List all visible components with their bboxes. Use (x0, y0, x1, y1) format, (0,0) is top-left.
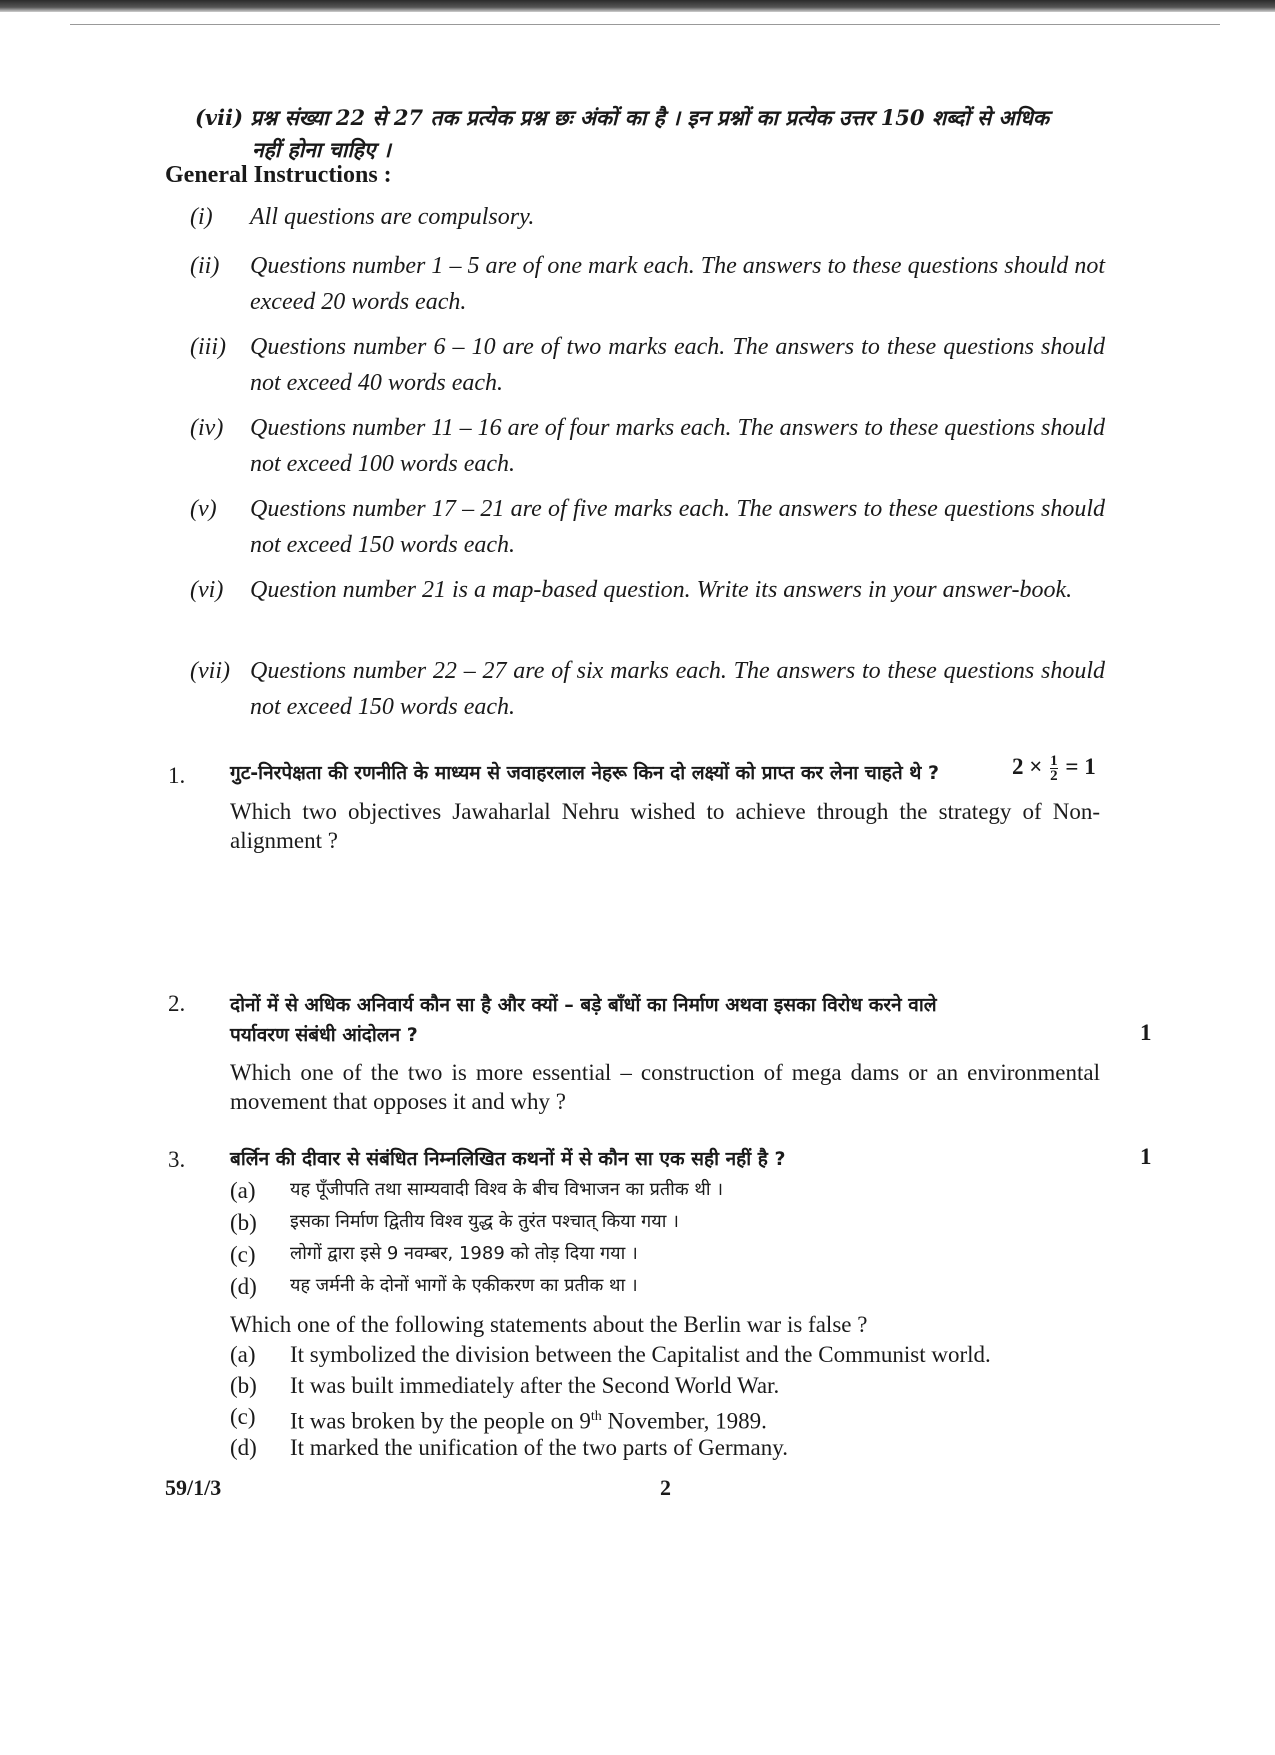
instruction-num: (iii) (190, 334, 226, 360)
option-label: (a) (230, 1342, 256, 1367)
option-text: It marked the unification of the two parts of Germany. (290, 1435, 788, 1460)
option-label: (a) (230, 1178, 256, 1203)
hindi-option-d (230, 1272, 1130, 1302)
option-label: (c) (230, 1242, 256, 1267)
instruction-text: Questions number 22 – 27 are of six marks each. The answers to these questions should not exceed 150 words each. (250, 658, 1105, 720)
english-option-d (230, 1433, 1130, 1463)
instruction-num: (vi) (190, 577, 224, 603)
question-hindi-line2: पर्यावरण संबंधी आंदोलन ? (230, 1024, 418, 1046)
question-hindi-text: गुट-निरपेक्षता की रणनीति के माध्यम से जवाहरलाल नेहरू किन दो लक्ष्यों को प्राप्त कर लेना चाहते थे ? (230, 762, 940, 784)
question-english-text: Which one of the following statements about the Berlin war is false ? (230, 1312, 868, 1337)
option-label: (b) (230, 1210, 257, 1235)
marks-suffix: = 1 (1065, 754, 1096, 779)
instruction-item (190, 199, 1110, 239)
option-label: (c) (230, 1404, 256, 1429)
question-english-text: Which two objectives Jawaharlal Nehru wished to achieve through the strategy of Non-alignment ? (230, 799, 1100, 853)
option-text: लोगों द्वारा इसे 9 नवम्बर, 1989 को तोड़ दिया गया । (290, 1243, 638, 1264)
option-text: यह पूँजीपति तथा साम्यवादी विश्व के बीच विभाजन का प्रतीक थी । (290, 1179, 724, 1200)
paper-code: 59/1/3 (165, 1475, 222, 1500)
question-marks (1012, 754, 1096, 783)
instruction-text: Questions number 6 – 10 are of two marks each. The answers to these questions should not exceed 40 words each. (250, 334, 1105, 396)
hindi-option-b (230, 1208, 1130, 1238)
instruction-text: Questions number 1 – 5 are of one mark each. The answers to these questions should not exceed 20 words each. (250, 253, 1105, 315)
english-option-c (230, 1402, 1130, 1432)
scan-edge (0, 0, 1275, 12)
instruction-num: (i) (190, 204, 213, 230)
hindi-options (230, 1176, 1130, 1304)
option-label: (b) (230, 1373, 257, 1398)
instruction-text: Question number 21 is a map-based question. Write its answers in your answer-book. (250, 577, 1073, 603)
option-text-post: November, 1989. (601, 1408, 767, 1434)
instruction-num: (v) (190, 496, 217, 522)
hindi-option-c (230, 1240, 1130, 1270)
marks-fraction (1050, 754, 1058, 783)
marks-prefix: 2 × (1012, 754, 1043, 779)
instruction-item (190, 248, 1110, 324)
question-number: 3. (168, 1147, 186, 1172)
hindi-instruction-vii (195, 100, 1140, 136)
question-marks: 1 (1140, 1144, 1152, 1169)
instruction-text: Questions number 11 – 16 are of four marks each. The answers to these questions should not exceed 100 words each. (250, 415, 1105, 477)
instruction-text: Questions number 17 – 21 are of five marks each. The answers to these questions should not exceed 150 words each. (250, 496, 1105, 558)
question-hindi-line1: दोनों में से अधिक अनिवार्य कौन सा है और क्यों – बड़े बाँधों का निर्माण अथवा इसका विरोध करने वाले (230, 994, 937, 1016)
question-marks: 1 (1140, 1020, 1152, 1045)
english-options (230, 1340, 1130, 1464)
hindi-instruction-line2: नहीं होना चाहिए । (252, 137, 391, 162)
option-text: यह जर्मनी के दोनों भागों के एकीकरण का प्रतीक था । (290, 1275, 638, 1296)
option-label: (d) (230, 1435, 257, 1460)
page-number: 2 (660, 1475, 671, 1500)
instruction-num: (ii) (190, 253, 220, 279)
question-number: 2. (168, 991, 186, 1016)
hindi-option-a (230, 1176, 1130, 1206)
english-option-a (230, 1340, 1130, 1370)
option-label: (d) (230, 1274, 257, 1299)
instruction-num: (iv) (190, 415, 224, 441)
top-rule (70, 24, 1220, 25)
fraction-numerator: 1 (1050, 753, 1058, 770)
instruction-item (190, 410, 1110, 486)
option-text (290, 1402, 767, 1436)
english-option-b (230, 1371, 1130, 1401)
fraction-denominator: 2 (1050, 768, 1058, 785)
option-text: It was built immediately after the Second World War. (290, 1373, 780, 1398)
option-text: It symbolized the division between the Capitalist and the Communist world. (290, 1342, 991, 1367)
question-number: 1. (168, 763, 186, 788)
instruction-item (190, 572, 1110, 648)
question-english-text: Which one of the two is more essential – construction of mega dams or an environmental movement that opposes it and why ? (230, 1060, 1100, 1114)
hindi-instruction-num: (vii) (195, 105, 244, 130)
instruction-item (190, 329, 1110, 405)
option-text: इसका निर्माण द्वितीय विश्व युद्ध के तुरंत पश्चात् किया गया । (290, 1211, 679, 1232)
question-hindi-text: बर्लिन की दीवार से संबंधित निम्नलिखित कथनों में से कौन सा एक सही नहीं है ? (230, 1148, 786, 1170)
instruction-item (190, 491, 1110, 567)
hindi-instruction-line1: प्रश्न संख्या 22 से 27 तक प्रत्येक प्रश्न छः अंकों का है । इन प्रश्नों का प्रत्येक उत्तर 150 शब्दों से अधिक (250, 105, 1050, 130)
instruction-item (190, 653, 1110, 729)
option-text-pre: It was broken by the people on 9 (290, 1408, 591, 1434)
instruction-text: All questions are compulsory. (250, 204, 535, 230)
option-text-sup: th (590, 1409, 602, 1424)
general-instructions-title: General Instructions : (165, 162, 392, 188)
instruction-num: (vii) (190, 658, 230, 684)
